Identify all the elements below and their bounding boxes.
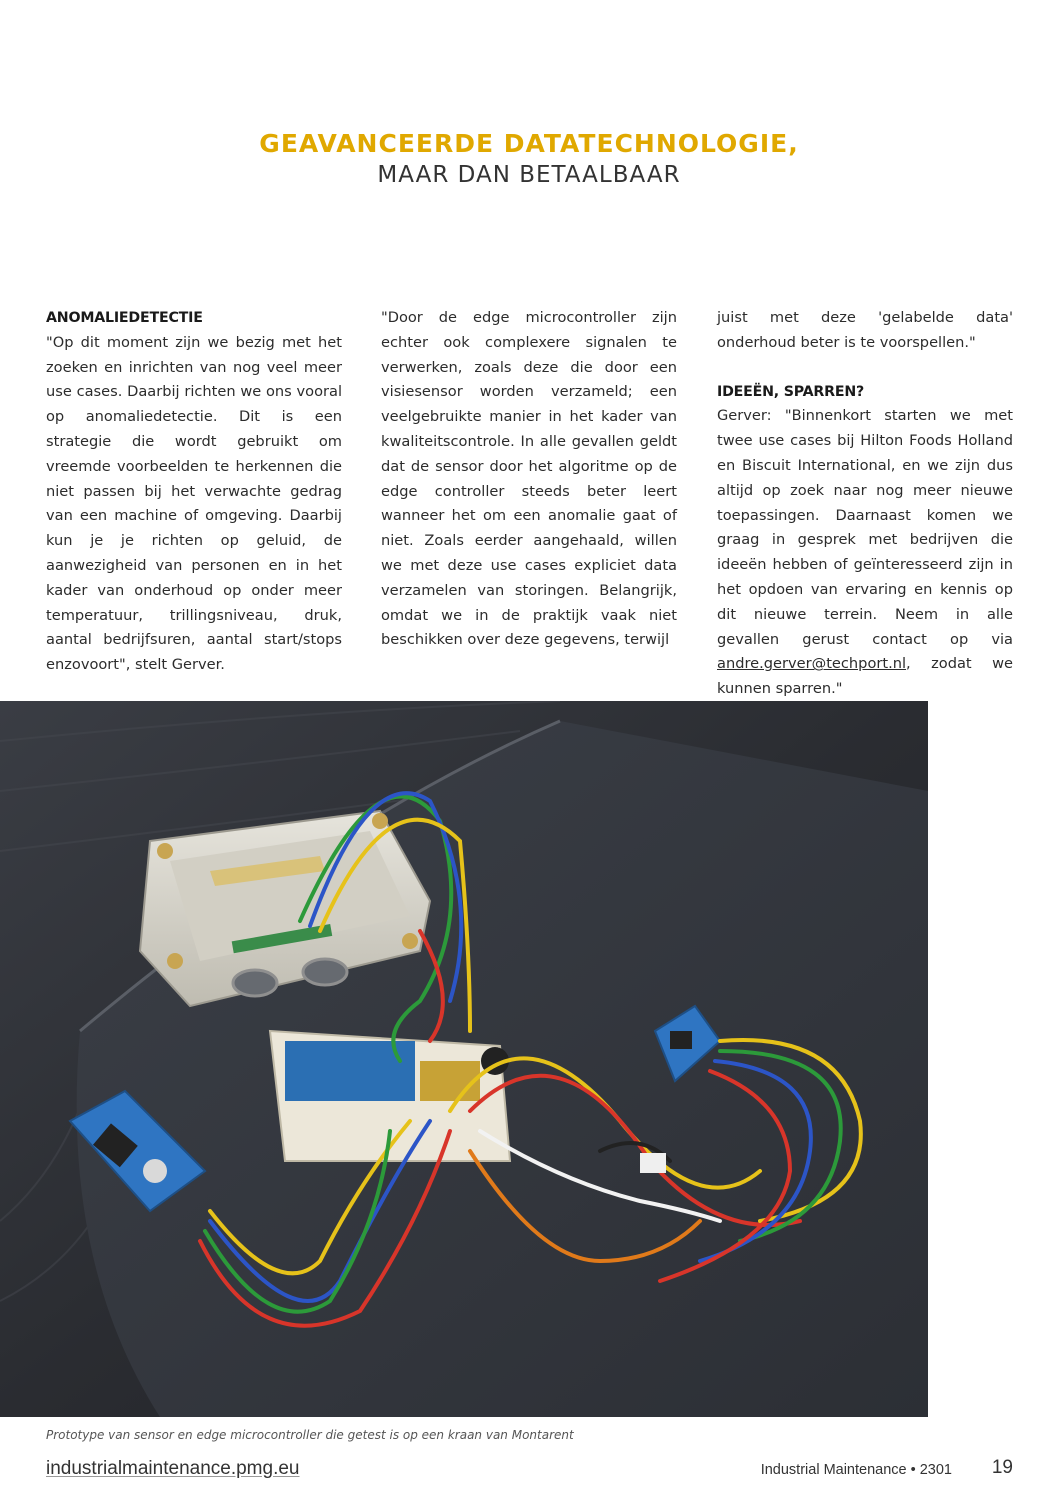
headline-line1: GEAVANCEERDE DATATECHNOLOGIE, — [259, 129, 799, 158]
column-1 — [46, 306, 342, 678]
sensor-prototype-photo — [0, 701, 928, 1417]
column-3 — [717, 306, 1013, 702]
column-3-text-body — [717, 404, 1013, 702]
column-3-text-after-email: , zodat we kunnen sparren." — [717, 655, 1013, 698]
footer-url-link[interactable]: industrialmaintenance.pmg.eu — [46, 1458, 300, 1479]
column-2 — [381, 306, 677, 653]
page-number: 19 — [991, 1457, 1013, 1478]
headline-line2: MAAR DAN BETAALBAAR — [377, 162, 681, 188]
section-heading-ideeen: IDEEËN, SPARREN? — [717, 383, 865, 400]
photo-illustration — [0, 701, 928, 1417]
column-3-text-before-email: Gerver: "Binnenkort starten we met twee use cases bij Hilton Foods Holland en Biscuit International, en we zijn dus altijd op zoek naar nog meer nieuwe toepassingen. Daarnaast komen we graag in gesprek met bedrijven die ideeën hebben of geïnteresseerd zijn in het opdoen van ervaring en kennis op dit nieuwe terrein. Neem in alle gevallen gerust contact op via — [717, 407, 1013, 648]
email-link[interactable]: andre.gerver@techport.nl — [717, 655, 907, 673]
column-1-text: "Op dit moment zijn we bezig met het zoeken en inrichten van nog veel meer use cases. Daarbij richten we ons vooral op anomaliedetectie. Dit is een strategie die wordt gebruikt om vreemde voorbeelden te herkennen die niet passen bij het verwachte gedrag van een machine of omgeving. Daarbij kun je je richten op geluid, de aanwezigheid van personen en in het kader van onderhoud op onder meer temperatuur, trillingsniveau, druk, aantal bedrijfsuren, aantal start/stops enzovoort", stelt Gerver. — [46, 333, 342, 674]
headline — [0, 128, 1058, 190]
column-3-text-top: juist met deze 'gelabelde data' onderhoud beter is te voorspellen." — [717, 309, 1013, 351]
footer-magazine-issue: Industrial Maintenance • 2301 — [760, 1462, 952, 1478]
section-heading-anomaliedetectie: ANOMALIEDETECTIE — [46, 310, 203, 326]
photo-caption: Prototype van sensor en edge microcontroller die getest is op een kraan van Montarent — [46, 1428, 574, 1442]
column-2-text: "Door de edge microcontroller zijn echter ook complexere signalen te verwerken, zoals deze die door een visiesensor worden verzameld; een veelgebruikte manier in het kader van kwaliteitscontrole. In alle gevallen geldt dat de sensor door het algoritme op de edge controller steeds beter leert wanneer het om een anomalie gaat of niet. Zoals eerder aangehaald, willen we met deze use cases expliciet data verzamelen van storingen. Belangrijk, omdat we in de praktijk vaak niet beschikken over deze gegevens, terwijl — [381, 309, 677, 649]
